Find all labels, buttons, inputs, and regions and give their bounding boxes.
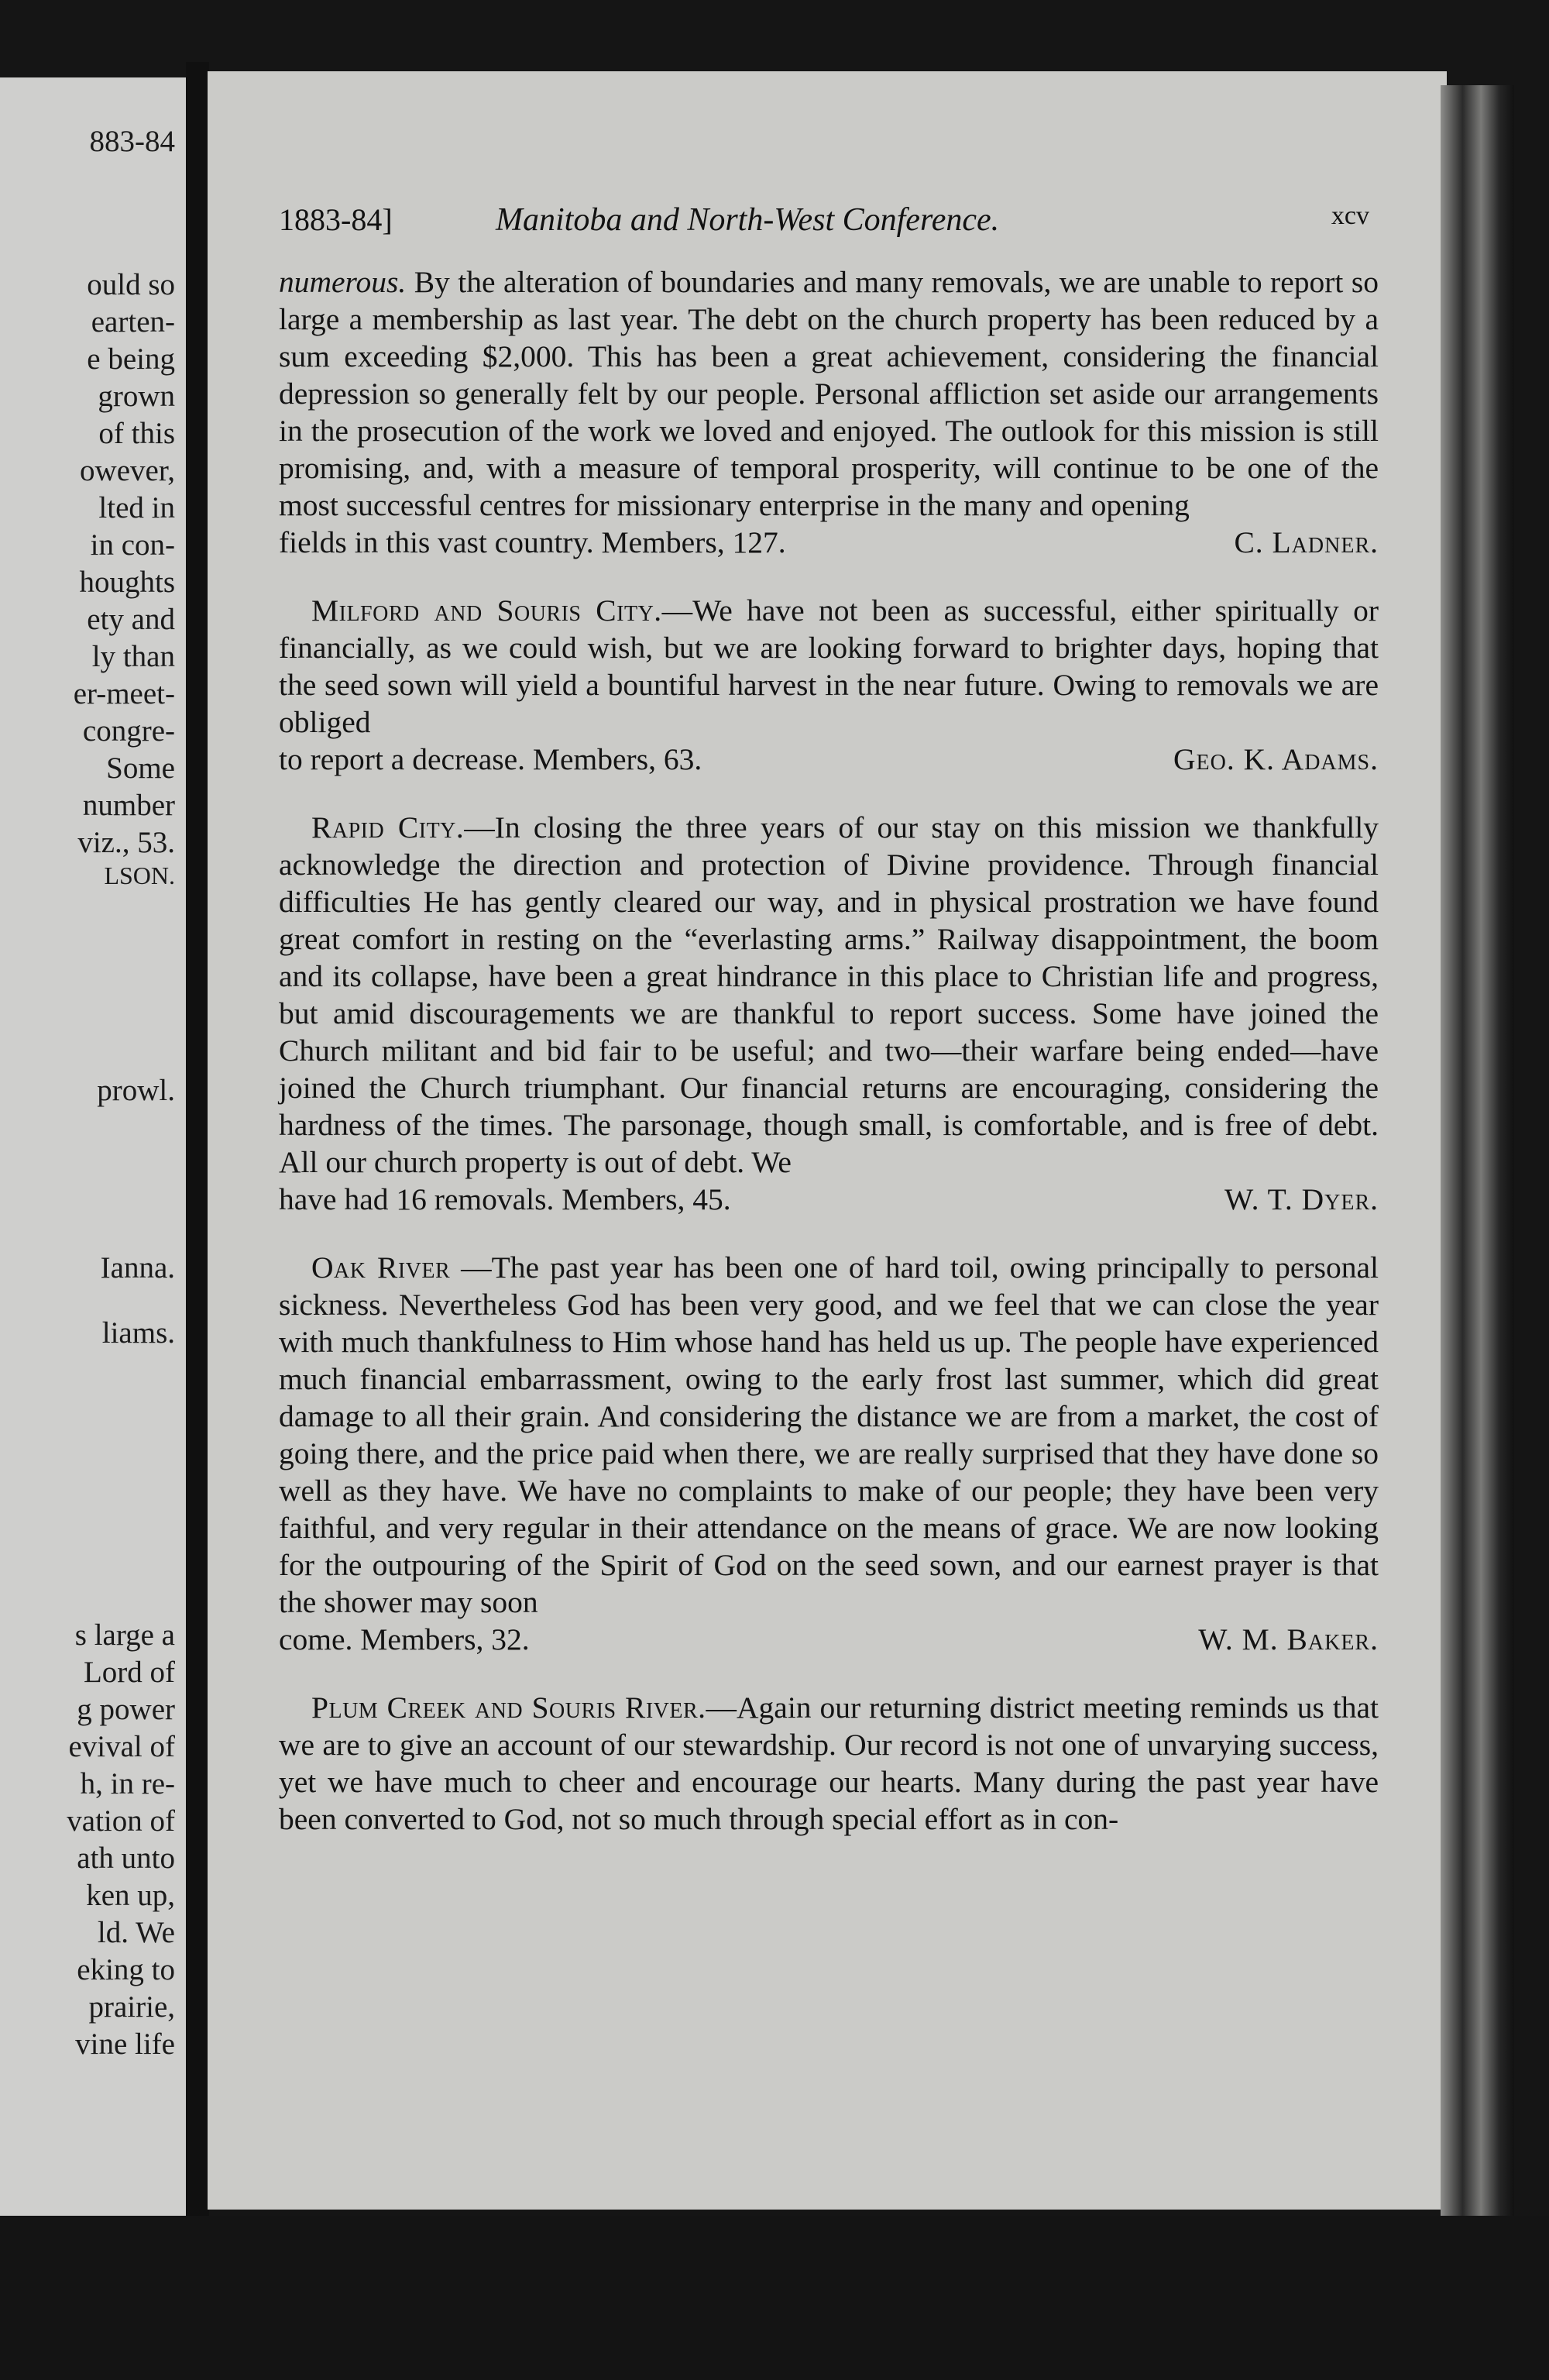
signature-line [279, 1181, 1379, 1218]
left-page-line: eking to [77, 1953, 175, 1986]
left-page-line: houghts [79, 566, 175, 599]
header-years: 1883-84] [279, 202, 393, 237]
signature: W. T. Dyer. [1224, 1182, 1379, 1216]
report-paragraph-milford [279, 592, 1379, 778]
circuit-heading: Milford and Souris City. [311, 593, 662, 628]
signature: C. Ladner. [1234, 525, 1379, 559]
left-page-line: Some [106, 751, 175, 785]
report-paragraph-rapid-city [279, 809, 1379, 1218]
paragraph-last-line: have had 16 removals. Members, 45. [279, 1182, 731, 1216]
running-header [279, 201, 1369, 248]
signature-line [279, 524, 1379, 561]
left-page-line: g power [77, 1693, 175, 1726]
paragraph-text: —The past year has been one of hard toil, owing principally to personal sickness. Nevertheless God has been very good, and we feel that we can close the year with much thankfulness to Him whose hand has held us up. The people have experienced much financial embarrassment, owing to the early frost last summer, which did great damage to all their grain. And considering the distance we are from a market, the cost of going there, and the price paid when there, we are really surprised that they have done so well as they have. We have no complaints to make of our people; they have been very faithful, and very regular in their attendance on the means of grace. We are now looking for the outpouring of the Spirit of God on the seed sown, and our earnest prayer is that the shower may soon [279, 1250, 1379, 1619]
left-page-line: h, in re- [80, 1767, 175, 1800]
page-number: xcv [1331, 201, 1369, 230]
left-page-line: evival of [68, 1730, 175, 1763]
paragraph-last-line: to report a decrease. Members, 63. [279, 742, 702, 776]
left-page-line: congre- [82, 714, 175, 748]
left-page-line: 883-84 [89, 125, 175, 158]
left-page-line: prairie, [88, 1990, 175, 2024]
left-page-line: owever, [80, 454, 175, 487]
circuit-heading: Oak River [311, 1250, 451, 1285]
report-paragraph-continued [279, 263, 1379, 561]
left-page-line: er-meet- [73, 677, 175, 710]
signature-line [279, 1621, 1379, 1658]
left-page-line: prowl. [97, 1074, 175, 1107]
left-page-line: ly than [91, 640, 175, 673]
right-page [208, 71, 1447, 2210]
left-page-line: vation of [67, 1804, 175, 1838]
left-page-line: of this [98, 417, 175, 450]
report-body [279, 263, 1379, 1838]
circuit-heading: Plum Creek and Souris River. [311, 1690, 706, 1725]
circuit-heading: Rapid City. [311, 810, 465, 844]
paragraph-text: —We have not been as successful, either spiritually or financially, as we could wish, but we are looking forward to brighter days, hoping that the seed sown will yield a bountiful harvest in the near future. Owing to removals we are obliged [279, 593, 1379, 739]
left-page-line: LSON. [104, 862, 175, 889]
left-page-line: in con- [90, 528, 175, 562]
lead-italic: numerous. [279, 265, 407, 299]
left-page-line: e being [87, 342, 175, 376]
signature: Geo. K. Adams. [1173, 742, 1379, 776]
page-stack-edge [1441, 85, 1514, 2216]
report-paragraph-oak-river [279, 1249, 1379, 1658]
page-gutter [186, 62, 209, 2224]
left-page-line: number [82, 789, 175, 822]
left-page-line: liams. [101, 1316, 175, 1350]
left-page-line: s large a [74, 1618, 175, 1652]
left-page-fragment [0, 77, 186, 2216]
left-page-line: ld. We [97, 1916, 175, 1949]
left-page-line: ould so [87, 268, 175, 301]
left-page-line: ety and [87, 603, 175, 636]
left-page-line: viz., 53. [77, 826, 175, 859]
left-page-line: lted in [98, 491, 175, 524]
signature-line [279, 741, 1379, 778]
bottom-frame [0, 2216, 1549, 2380]
left-page-line: vine life [75, 2027, 175, 2061]
left-page-line: Lord of [83, 1656, 175, 1689]
paragraph-text: By the alteration of boundaries and many removals, we are unable to report so large a membership as last year. The debt on the church property has been reduced by a sum exceeding $2,000. This has been a great achievement, considering the financial depression so generally felt by our people. Personal affliction set aside our arrangements in the prosecution of the work we loved and enjoyed. The outlook for this mission is still promising, and, with a measure of temporal prosperity, will continue to be one of the most successful centres for missionary enterprise in the many and opening [279, 265, 1379, 522]
paragraph-text: —Again our returning district meeting reminds us that we are to give an account of our stewardship. Our record is not one of unvarying success, yet we have much to cheer and encourage our hearts. Many during the past year have been converted to God, not so much through special effort as in con- [279, 1690, 1379, 1836]
paragraph-last-line: come. Members, 32. [279, 1622, 530, 1656]
left-page-line: ken up, [86, 1879, 175, 1912]
report-paragraph-plum-creek [279, 1689, 1379, 1838]
header-title: Manitoba and North-West Conference. [496, 202, 1000, 238]
paragraph-last-line: fields in this vast country. Members, 127. [279, 525, 786, 559]
left-page-line: grown [98, 380, 175, 413]
signature: W. M. Baker. [1198, 1622, 1379, 1656]
left-page-line: earten- [91, 305, 175, 339]
paragraph-text: —In closing the three years of our stay on this mission we thankfully acknowledge the direction and protection of Divine providence. Through financial difficulties He has gently cleared our way, and in physical prostration we have found great comfort in resting on the “everlasting arms.” Railway disappointment, the boom and its collapse, have been a great hindrance in this place to Christian life and progress, but amid discouragements we are thankful to report success. Some have joined the Church militant and bid fair to be useful; and two—their warfare being ended—have joined the Church triumphant. Our financial returns are encouraging, considering the hardness of the times. The parsonage, though small, is comfortable, and is free of debt. All our church property is out of debt. We [279, 810, 1379, 1179]
left-page-line: ath unto [77, 1842, 175, 1875]
left-page-line: Ianna. [100, 1251, 175, 1285]
